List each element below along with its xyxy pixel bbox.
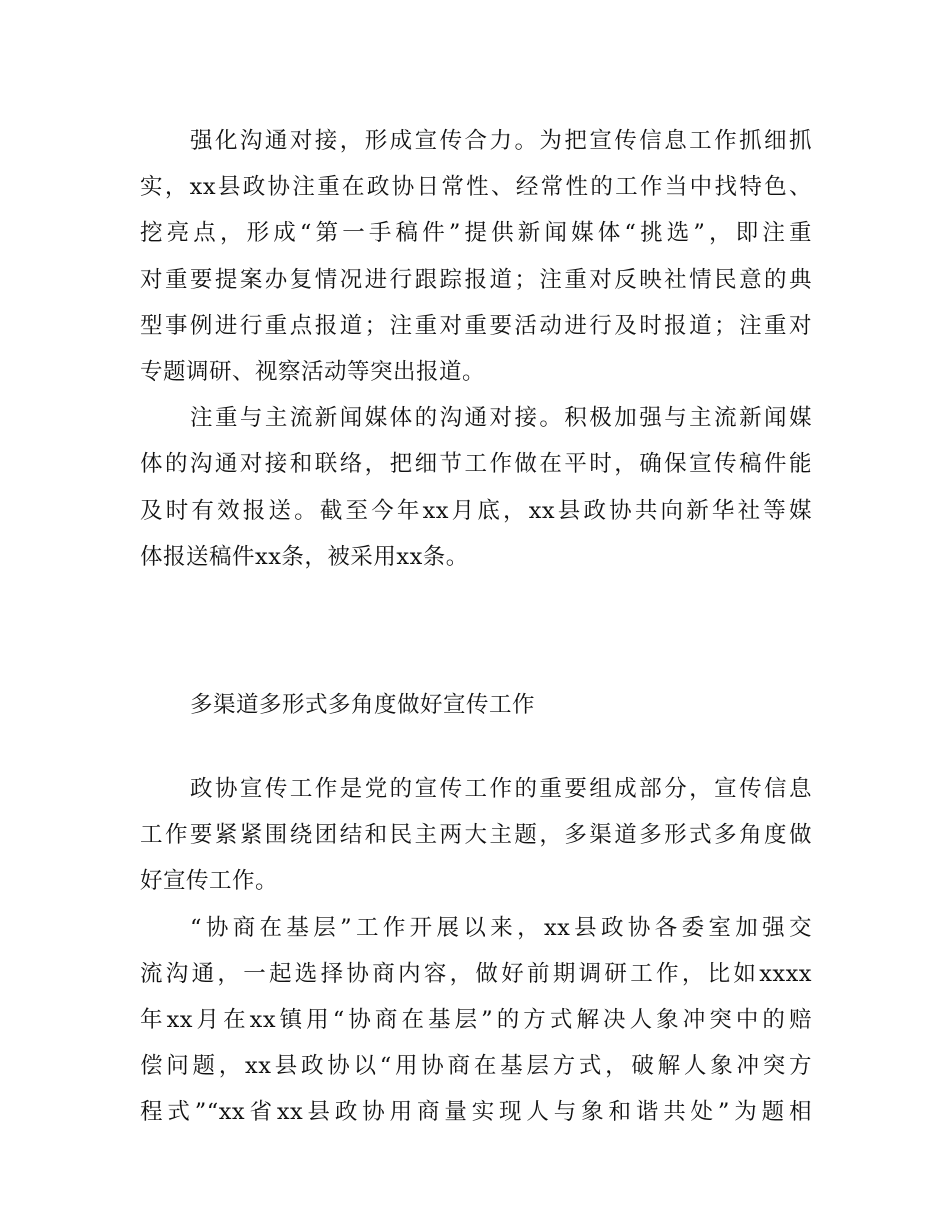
text-line: 程式”“xx省xx县政协用商量实现人与象和谐共处”为题相: [140, 1099, 812, 1126]
text-line: 强化沟通对接，形成宣传合力。为把宣传信息工作抓细抓: [190, 128, 812, 154]
text-line: 年xx月在xx镇用“协商在基层”的方式解决人象冲突中的赔: [140, 1006, 812, 1033]
text-line: 挖亮点，形成“第一手稿件”提供新闻媒体“挑选”，即注重: [140, 220, 812, 247]
paragraph: [140, 118, 812, 395]
text-line: 实，xx县政协注重在政协日常性、经常性的工作当中找特色、: [140, 174, 812, 201]
text-line: 专题调研、视察活动等突出报道。: [140, 358, 486, 385]
text-line: 好宣传工作。: [140, 868, 279, 895]
paragraph: [140, 905, 812, 1136]
text-line: 流沟通，一起选择协商内容，做好前期调研工作，比如xxxx: [140, 960, 812, 987]
text-line: 体报送稿件xx条，被采用xx条。: [140, 543, 469, 570]
text-line: 体的沟通对接和联络，把细节工作做在平时，确保宣传稿件能: [140, 451, 812, 478]
text-line: 偿问题，xx县政协以“用协商在基层方式，破解人象冲突方: [140, 1053, 812, 1080]
text-line: “协商在基层”工作开展以来，xx县政协各委室加强交: [190, 914, 812, 941]
upper-text-block: [140, 118, 812, 580]
paragraph: [140, 395, 812, 580]
text-line: 对重要提案办复情况进行跟踪报道；注重对反映社情民意的典: [140, 266, 812, 293]
lower-text-block: [140, 766, 812, 1136]
text-line: 型事例进行重点报道；注重对重要活动进行及时报道；注重对: [140, 312, 812, 339]
section-heading: 多渠道多形式多角度做好宣传工作: [190, 692, 536, 718]
text-line: 注重与主流新闻媒体的沟通对接。积极加强与主流新闻媒: [190, 405, 812, 432]
text-line: 政协宣传工作是党的宣传工作的重要组成部分，宣传信息: [190, 776, 812, 802]
text-line: 工作要紧紧围绕团结和民主两大主题，多渠道多形式多角度做: [140, 822, 812, 849]
text-line: 及时有效报送。截至今年xx月底，xx县政协共向新华社等媒: [140, 497, 812, 524]
paragraph: [140, 766, 812, 905]
